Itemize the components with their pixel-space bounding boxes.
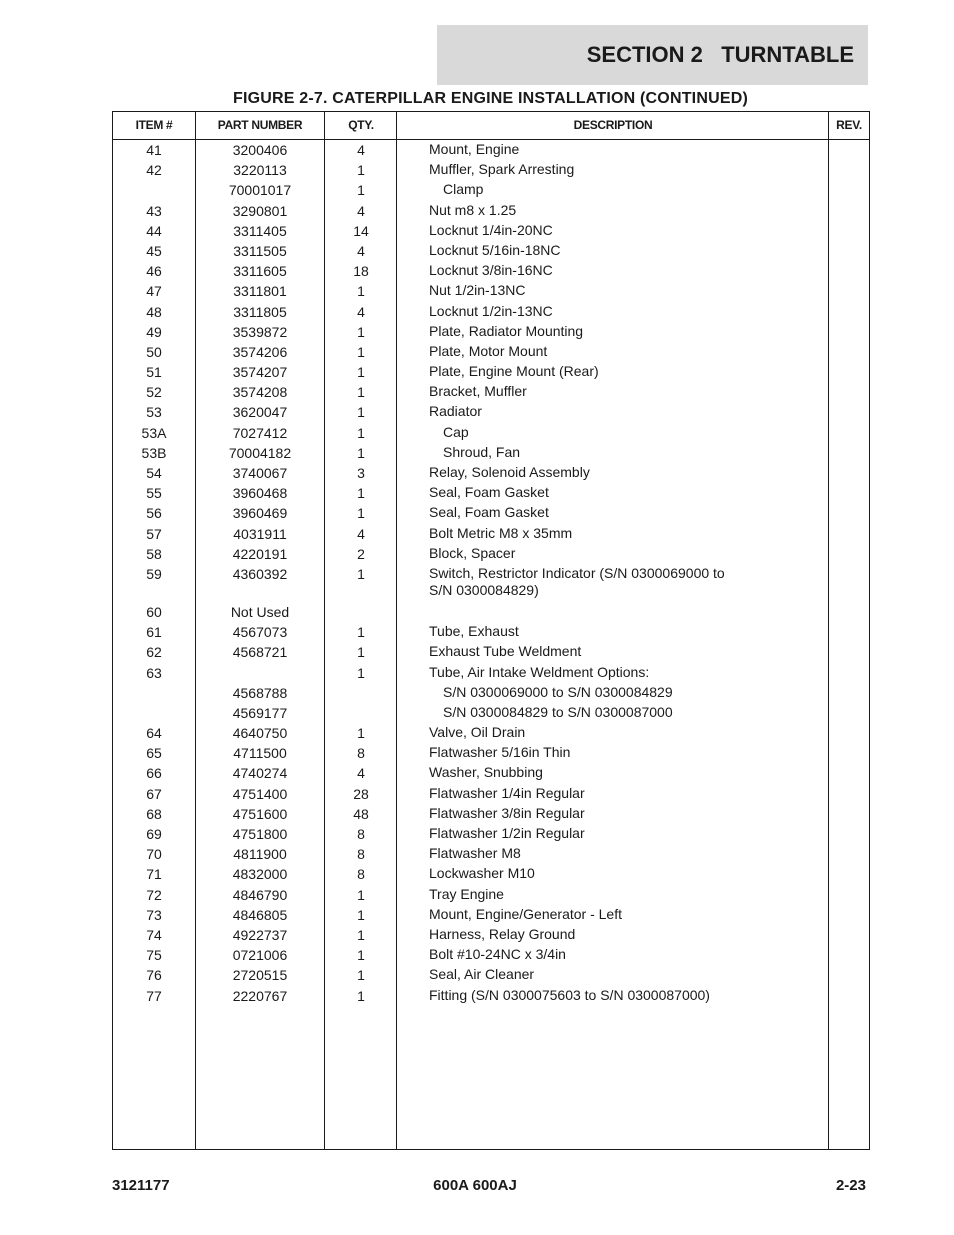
description-cell bbox=[429, 362, 829, 380]
description-cell bbox=[429, 160, 829, 178]
description-cell bbox=[429, 140, 829, 158]
table-row bbox=[113, 544, 869, 564]
table-row bbox=[113, 241, 869, 261]
qty-cell: 1 bbox=[357, 967, 365, 984]
table-row bbox=[113, 463, 869, 483]
part-number-cell: 4640750 bbox=[232, 725, 288, 742]
part-number-cell: 4220191 bbox=[232, 545, 288, 562]
description-cell bbox=[429, 905, 829, 923]
qty-cell: 8 bbox=[357, 846, 365, 863]
part-number-cell: 3539872 bbox=[232, 323, 288, 340]
part-number-cell: 4751600 bbox=[232, 805, 288, 822]
table-row bbox=[113, 443, 869, 463]
description-text: Relay, Solenoid Assembly bbox=[429, 464, 590, 480]
table-row bbox=[113, 945, 869, 965]
item-number-cell: 44 bbox=[146, 222, 162, 239]
qty-cell: 48 bbox=[353, 805, 369, 822]
description-text: Lockwasher M10 bbox=[429, 865, 535, 882]
description-cell bbox=[429, 564, 829, 599]
part-number-cell: 3311805 bbox=[233, 303, 287, 320]
part-number-cell: 3960469 bbox=[232, 505, 288, 522]
qty-cell: 1 bbox=[357, 162, 365, 179]
part-number-cell: 4846790 bbox=[232, 886, 288, 903]
description-text: Tray Engine bbox=[429, 885, 504, 902]
qty-cell: 1 bbox=[357, 364, 365, 381]
table-row bbox=[113, 683, 869, 703]
table-row bbox=[113, 925, 869, 945]
qty-cell: 1 bbox=[357, 182, 365, 199]
qty-cell: 8 bbox=[357, 866, 365, 883]
description-text: Exhaust Tube Weldment bbox=[429, 643, 582, 660]
table-row bbox=[113, 322, 869, 342]
qty-cell: 1 bbox=[357, 664, 365, 681]
description-text: Seal, Foam Gasket bbox=[429, 484, 549, 501]
table-row bbox=[113, 382, 869, 402]
part-number-cell: 3200406 bbox=[232, 142, 288, 158]
description-text: Mount, Engine/Generator - Left bbox=[429, 905, 622, 922]
table-row bbox=[113, 804, 869, 824]
description-text: Bolt Metric M8 x 35mm bbox=[429, 524, 573, 541]
description-cell bbox=[429, 382, 829, 400]
item-number-cell: 73 bbox=[146, 906, 162, 923]
part-number-cell: 3620047 bbox=[232, 404, 288, 421]
description-cell bbox=[429, 683, 843, 701]
table-row bbox=[113, 160, 869, 180]
description-text: Tube, Air Intake Weldment Options: bbox=[429, 663, 650, 680]
description-cell bbox=[429, 201, 829, 219]
column-header-rev: REV. bbox=[836, 118, 862, 132]
description-cell bbox=[429, 986, 829, 1004]
table-row bbox=[113, 140, 869, 160]
description-text: Radiator bbox=[429, 403, 482, 420]
item-number-cell: 72 bbox=[146, 886, 162, 903]
item-number-cell: 59 bbox=[146, 565, 162, 582]
part-number-cell: 4740274 bbox=[232, 765, 288, 782]
table-row bbox=[113, 763, 869, 783]
item-number-cell: 67 bbox=[146, 785, 162, 802]
description-text: Shroud, Fan bbox=[443, 443, 521, 460]
description-text: Flatwasher M8 bbox=[429, 845, 521, 862]
qty-cell: 4 bbox=[357, 142, 365, 158]
part-number-cell: 3290801 bbox=[232, 202, 288, 219]
item-number-cell: 76 bbox=[146, 967, 162, 984]
description-text: Plate, Radiator Mounting bbox=[429, 322, 584, 339]
part-number-cell: 3574208 bbox=[232, 384, 288, 401]
description-text: Flatwasher 1/4in Regular bbox=[429, 784, 585, 801]
qty-cell: 1 bbox=[357, 343, 365, 360]
table-row bbox=[113, 483, 869, 503]
part-number-cell: 3740067 bbox=[232, 465, 288, 481]
table-body bbox=[113, 140, 869, 1006]
description-cell bbox=[429, 784, 829, 802]
description-text: Flatwasher 5/16in Thin bbox=[429, 744, 571, 761]
item-number-cell: 63 bbox=[146, 664, 162, 681]
description-text: Valve, Oil Drain bbox=[429, 724, 526, 741]
table-row bbox=[113, 261, 869, 281]
item-number-cell: 61 bbox=[146, 624, 162, 641]
part-number-cell: 3574206 bbox=[232, 343, 288, 360]
table-row bbox=[113, 824, 869, 844]
qty-cell: 1 bbox=[357, 644, 365, 661]
table-row bbox=[113, 844, 869, 864]
qty-cell: 4 bbox=[357, 242, 365, 259]
table-row bbox=[113, 524, 869, 544]
description-cell bbox=[429, 302, 829, 320]
table-row bbox=[113, 885, 869, 905]
item-number-cell: 69 bbox=[146, 826, 162, 842]
table-row bbox=[113, 723, 869, 743]
part-number-cell: 3220113 bbox=[233, 162, 287, 179]
part-number-cell: 70004182 bbox=[228, 444, 292, 461]
part-number-cell: 7027412 bbox=[232, 424, 288, 441]
section-banner bbox=[437, 25, 868, 85]
item-number-cell: 56 bbox=[146, 505, 162, 522]
table-row bbox=[113, 602, 869, 622]
item-number-cell: 75 bbox=[146, 947, 162, 964]
table-row bbox=[113, 503, 869, 523]
column-header-item: ITEM # bbox=[135, 118, 173, 132]
description-cell bbox=[429, 885, 829, 903]
item-number-cell: 46 bbox=[146, 263, 162, 280]
qty-cell: 1 bbox=[357, 886, 365, 903]
description-text: Tube, Exhaust bbox=[429, 623, 519, 640]
item-number-cell: 42 bbox=[146, 162, 162, 179]
qty-cell: 1 bbox=[357, 725, 365, 742]
description-cell bbox=[429, 261, 829, 279]
description-text: Locknut 3/8in-16NC bbox=[429, 262, 553, 279]
table-row bbox=[113, 402, 869, 422]
description-text: Switch, Restrictor Indicator (S/N 0300069000 to bbox=[429, 564, 725, 581]
description-text: Bracket, Muffler bbox=[429, 383, 527, 400]
qty-cell: 4 bbox=[357, 765, 365, 782]
table-row bbox=[113, 784, 869, 804]
description-cell bbox=[429, 281, 829, 299]
description-text: S/N 0300084829 to S/N 0300087000 bbox=[443, 703, 673, 720]
part-number-cell: 0721006 bbox=[232, 947, 288, 964]
item-number-cell: 48 bbox=[146, 303, 162, 320]
part-number-cell: 4568788 bbox=[232, 684, 288, 701]
part-number-cell: 3311605 bbox=[233, 263, 287, 280]
description-cell bbox=[429, 463, 829, 481]
qty-cell: 18 bbox=[353, 263, 369, 280]
description-cell bbox=[429, 763, 829, 781]
part-number-cell: 3574207 bbox=[232, 364, 288, 381]
qty-cell: 1 bbox=[357, 624, 365, 641]
table-row bbox=[113, 622, 869, 642]
description-cell bbox=[429, 322, 829, 340]
table-row bbox=[113, 342, 869, 362]
description-text: Locknut 1/4in-20NC bbox=[429, 221, 553, 238]
item-number-cell: 55 bbox=[146, 485, 162, 502]
description-cell bbox=[429, 965, 829, 983]
column-header-description: DESCRIPTION bbox=[573, 118, 653, 132]
description-cell bbox=[429, 663, 829, 681]
column-header-part-number: PART NUMBER bbox=[217, 118, 303, 132]
qty-cell: 1 bbox=[357, 987, 365, 1004]
part-number-cell: 3311801 bbox=[233, 283, 287, 300]
qty-cell: 8 bbox=[357, 826, 365, 842]
description-cell bbox=[429, 221, 829, 239]
part-number-cell: 4360392 bbox=[232, 565, 288, 582]
qty-cell: 14 bbox=[353, 222, 369, 239]
description-text: Nut 1/2in-13NC bbox=[429, 282, 526, 299]
part-number-cell: 4751800 bbox=[232, 826, 288, 842]
part-number-cell: 2720515 bbox=[232, 967, 288, 984]
description-text: Locknut 5/16in-18NC bbox=[429, 241, 561, 258]
description-cell bbox=[429, 642, 829, 660]
description-cell bbox=[429, 241, 829, 259]
description-text: Block, Spacer bbox=[429, 544, 516, 561]
part-number-cell: 4711500 bbox=[233, 745, 287, 762]
description-text: S/N 0300069000 to S/N 0300084829 bbox=[443, 683, 673, 700]
qty-cell: 8 bbox=[357, 745, 365, 762]
description-text: Clamp bbox=[443, 181, 484, 198]
table-row bbox=[113, 743, 869, 763]
part-number-cell: Not Used bbox=[230, 603, 290, 620]
item-number-cell: 54 bbox=[146, 465, 162, 481]
qty-cell: 1 bbox=[357, 947, 365, 964]
description-text: Seal, Foam Gasket bbox=[429, 504, 549, 521]
table-row bbox=[113, 201, 869, 221]
qty-cell: 28 bbox=[353, 785, 369, 802]
footer-model: 600A 600AJ bbox=[433, 1177, 517, 1194]
description-text: Flatwasher 3/8in Regular bbox=[429, 804, 585, 821]
qty-cell: 1 bbox=[357, 384, 365, 401]
table-row bbox=[113, 965, 869, 985]
description-text: Plate, Engine Mount (Rear) bbox=[429, 363, 599, 380]
item-number-cell: 43 bbox=[146, 202, 162, 219]
qty-cell: 4 bbox=[357, 525, 365, 542]
item-number-cell: 58 bbox=[146, 545, 162, 562]
part-number-cell: 70001017 bbox=[228, 182, 292, 199]
item-number-cell: 49 bbox=[146, 323, 162, 340]
item-number-cell: 53 bbox=[146, 404, 162, 421]
qty-cell: 4 bbox=[357, 303, 365, 320]
description-cell bbox=[429, 402, 829, 420]
item-number-cell: 41 bbox=[146, 142, 162, 158]
table-row bbox=[113, 642, 869, 662]
description-text: Muffler, Spark Arresting bbox=[429, 161, 575, 178]
item-number-cell: 50 bbox=[146, 343, 162, 360]
item-number-cell: 74 bbox=[146, 926, 162, 943]
description-cell bbox=[429, 703, 843, 721]
part-number-cell: 3311505 bbox=[233, 242, 287, 259]
item-number-cell: 51 bbox=[146, 364, 162, 381]
qty-cell: 1 bbox=[357, 404, 365, 421]
description-cell bbox=[429, 824, 829, 842]
item-number-cell: 60 bbox=[146, 603, 162, 620]
section-title: SECTION 2 TURNTABLE bbox=[586, 42, 854, 67]
description-cell bbox=[429, 622, 829, 640]
part-number-cell: 3960468 bbox=[232, 485, 288, 502]
part-number-cell: 4569177 bbox=[232, 704, 288, 721]
qty-cell: 1 bbox=[357, 565, 365, 582]
description-text: Cap bbox=[443, 423, 469, 440]
description-cell bbox=[429, 945, 829, 963]
description-text: Nut m8 x 1.25 bbox=[429, 201, 517, 218]
qty-cell: 2 bbox=[357, 545, 365, 562]
part-number-cell: 3311405 bbox=[233, 222, 287, 239]
parts-table bbox=[112, 111, 870, 1150]
item-number-cell: 66 bbox=[146, 765, 162, 782]
description-cell bbox=[429, 844, 829, 862]
description-cell bbox=[429, 443, 843, 461]
part-number-cell: 4751400 bbox=[232, 785, 288, 802]
description-cell bbox=[429, 602, 829, 603]
qty-cell: 1 bbox=[357, 323, 365, 340]
description-text: Seal, Air Cleaner bbox=[429, 966, 535, 983]
qty-cell: 1 bbox=[357, 505, 365, 522]
description-text: Washer, Snubbing bbox=[429, 764, 543, 781]
item-number-cell: 53B bbox=[141, 444, 167, 461]
part-number-cell: 4811900 bbox=[233, 846, 287, 863]
qty-cell: 1 bbox=[357, 926, 365, 943]
table-row bbox=[113, 362, 869, 382]
item-number-cell: 77 bbox=[146, 987, 162, 1004]
column-header-qty: QTY. bbox=[348, 118, 374, 132]
table-row bbox=[113, 986, 869, 1006]
qty-cell: 1 bbox=[357, 906, 365, 923]
footer-page-number: 2-23 bbox=[835, 1177, 866, 1194]
description-text: Fitting (S/N 0300075603 to S/N 0300087000) bbox=[429, 986, 710, 1003]
qty-cell: 1 bbox=[357, 424, 365, 441]
description-text: Bolt #10-24NC x 3/4in bbox=[429, 946, 566, 963]
qty-cell: 1 bbox=[357, 444, 365, 461]
item-number-cell: 68 bbox=[146, 805, 162, 822]
qty-cell: 4 bbox=[357, 202, 365, 219]
item-number-cell: 62 bbox=[146, 644, 162, 661]
table-row bbox=[113, 564, 869, 602]
footer-doc-number: 3121177 bbox=[112, 1177, 170, 1194]
description-cell bbox=[429, 483, 829, 501]
item-number-cell: 47 bbox=[146, 283, 162, 300]
description-cell bbox=[429, 925, 829, 943]
part-number-cell: 4846805 bbox=[232, 906, 288, 923]
item-number-cell: 65 bbox=[146, 745, 162, 762]
description-cell bbox=[429, 503, 829, 521]
description-text: Locknut 1/2in-13NC bbox=[429, 302, 553, 319]
item-number-cell: 52 bbox=[146, 384, 162, 401]
item-number-cell: 71 bbox=[146, 866, 162, 883]
table-row bbox=[113, 281, 869, 301]
table-row bbox=[113, 905, 869, 925]
table-row bbox=[113, 180, 869, 200]
part-number-cell: 4922737 bbox=[232, 926, 288, 943]
qty-cell: 1 bbox=[357, 485, 365, 502]
description-text: Mount, Engine bbox=[429, 141, 520, 157]
item-number-cell: 53A bbox=[141, 424, 167, 441]
description-text: Plate, Motor Mount bbox=[429, 342, 548, 359]
description-cell bbox=[429, 723, 829, 741]
item-number-cell: 57 bbox=[146, 525, 162, 542]
description-cell bbox=[429, 423, 843, 441]
item-number-cell: 70 bbox=[146, 846, 162, 863]
part-number-cell: 4031911 bbox=[233, 525, 287, 542]
description-cell bbox=[429, 180, 843, 198]
part-number-cell: 2220767 bbox=[232, 987, 288, 1004]
table-row bbox=[113, 221, 869, 241]
description-text: Flatwasher 1/2in Regular bbox=[429, 825, 585, 841]
description-text: Harness, Relay Ground bbox=[429, 925, 576, 942]
table-row bbox=[113, 864, 869, 884]
table-row bbox=[113, 663, 869, 683]
item-number-cell: 64 bbox=[146, 725, 162, 742]
figure-title: FIGURE 2-7. CATERPILLAR ENGINE INSTALLATION (CONTINUED) bbox=[233, 90, 748, 107]
description-cell bbox=[429, 342, 829, 360]
description-cell bbox=[429, 804, 829, 822]
part-number-cell: 4567073 bbox=[232, 624, 288, 641]
description-cell bbox=[429, 544, 829, 562]
table-row bbox=[113, 423, 869, 443]
qty-cell: 3 bbox=[357, 465, 365, 481]
description-cell bbox=[429, 864, 829, 882]
item-number-cell: 45 bbox=[146, 242, 162, 259]
table-row bbox=[113, 302, 869, 322]
description-cell bbox=[429, 743, 829, 761]
part-number-cell: 4568721 bbox=[232, 644, 288, 661]
qty-cell: 1 bbox=[357, 283, 365, 300]
description-text-continued: S/N 0300084829) bbox=[429, 581, 539, 598]
table-row bbox=[113, 703, 869, 723]
part-number-cell: 4832000 bbox=[232, 866, 288, 883]
description-cell bbox=[429, 524, 829, 542]
